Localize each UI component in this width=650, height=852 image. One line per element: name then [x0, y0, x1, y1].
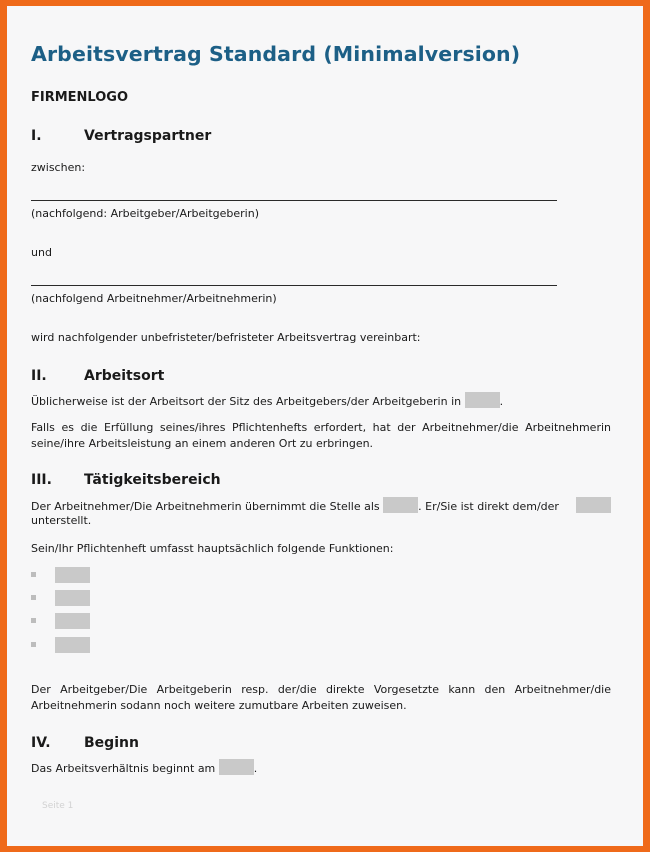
employee-note: (nachfolgend Arbeitnehmer/Arbeitnehmerin) [31, 292, 277, 305]
punctuation: . [253, 762, 258, 775]
activity-text: . Er/Sie ist direkt dem/der [418, 500, 559, 513]
employee-signature-line[interactable] [31, 285, 557, 286]
placeholder-function-field[interactable] [55, 590, 90, 606]
placeholder-position-field[interactable] [383, 497, 418, 513]
agreement-text: wird nachfolgender unbefristeter/befristeter Arbeitsvertrag vereinbart: [31, 331, 421, 344]
section-heading-3 [31, 472, 221, 488]
workplace-text: Üblicherweise ist der Arbeitsort der Sitz des Arbeitgebers/der Arbeitgeberin in [31, 395, 462, 408]
employer-signature-line[interactable] [31, 200, 557, 201]
bullet-icon [31, 618, 36, 623]
section-title: Beginn [84, 735, 139, 751]
bullet-icon [31, 595, 36, 600]
section-number: II. [31, 368, 47, 384]
company-logo-placeholder: FIRMENLOGO [31, 90, 129, 105]
section-number: III. [31, 472, 52, 488]
section-title: Vertragspartner [84, 128, 212, 144]
document-title: Arbeitsvertrag Standard (Minimalversion) [31, 42, 521, 66]
workplace-paragraph-1 [31, 392, 503, 410]
section-heading-2 [31, 368, 164, 384]
placeholder-location-field[interactable] [465, 392, 500, 408]
start-paragraph [31, 759, 257, 777]
punctuation: . [499, 395, 504, 408]
workplace-paragraph-2: Falls es die Erfüllung seines/ihres Pflichtenhefts erfordert, hat der Arbeitnehmer/die Arbeitnehmerin seine/ihre Arbeitsleistung an einem anderen Ort zu erbringen. [31, 421, 611, 450]
document-page [7, 6, 643, 846]
section-number: I. [31, 128, 42, 144]
section-title: Tätigkeitsbereich [84, 472, 221, 488]
activity-paragraph-1b: unterstellt. [31, 514, 92, 527]
activity-text: Der Arbeitnehmer/Die Arbeitnehmerin übernimmt die Stelle als [31, 500, 380, 513]
between-label: zwischen: [31, 161, 86, 174]
placeholder-function-field[interactable] [55, 567, 90, 583]
section-title: Arbeitsort [84, 368, 165, 384]
employer-note: (nachfolgend: Arbeitgeber/Arbeitgeberin) [31, 207, 259, 220]
page-footer: Seite 1 [42, 801, 74, 811]
bullet-icon [31, 572, 36, 577]
section-heading-4 [31, 735, 139, 751]
section-number: IV. [31, 735, 51, 751]
placeholder-function-field[interactable] [55, 637, 90, 653]
placeholder-start-date-field[interactable] [219, 759, 254, 775]
start-text: Das Arbeitsverhältnis beginnt am [31, 762, 216, 775]
bullet-icon [31, 642, 36, 647]
placeholder-supervisor-field[interactable] [576, 497, 611, 513]
placeholder-function-field[interactable] [55, 613, 90, 629]
and-label: und [31, 246, 52, 259]
activity-paragraph-2: Sein/Ihr Pflichtenheft umfasst hauptsächlich folgende Funktionen: [31, 542, 394, 555]
activity-paragraph-1a [31, 497, 559, 515]
activity-paragraph-3: Der Arbeitgeber/Die Arbeitgeberin resp. der/die direkte Vorgesetzte kann den Arbeitnehmer/die Arbeitnehmerin sodann noch weitere zumutbare Arbeiten zuweisen. [31, 683, 611, 712]
section-heading-1 [31, 128, 211, 144]
